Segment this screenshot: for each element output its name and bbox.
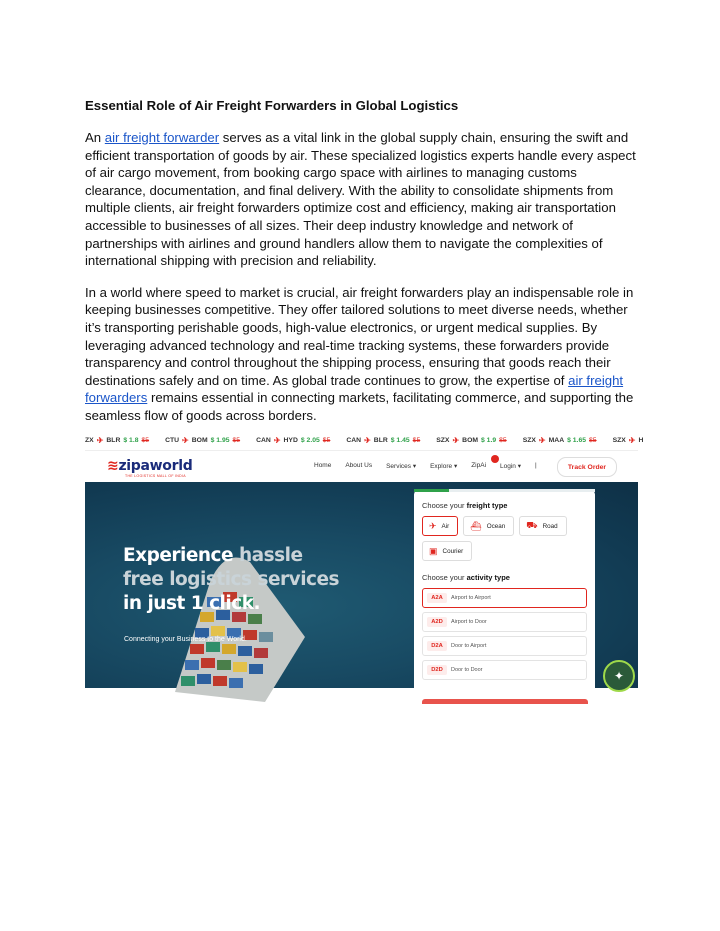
- activity-options: [422, 588, 587, 680]
- ticker-price: $ 1.8: [123, 436, 139, 444]
- plane-icon: ✈: [273, 435, 281, 445]
- ticker-item: [346, 436, 420, 445]
- activity-code: A2D: [427, 617, 447, 627]
- embedded-website-screenshot: [85, 430, 644, 688]
- ticker-item: [85, 436, 149, 445]
- ticker-price: $ 2.05: [300, 436, 320, 444]
- freight-option-label: Courier: [442, 547, 464, 555]
- ticker-price: $ 1.95: [210, 436, 230, 444]
- activity-option-a2a[interactable]: [422, 588, 587, 608]
- ticker-old-price: $5: [141, 436, 150, 444]
- activity-option-a2d[interactable]: [422, 612, 587, 632]
- ticker-to: BLR: [106, 436, 121, 444]
- ticker-to: BOM: [191, 436, 208, 444]
- ticker-to: HYD: [283, 436, 298, 444]
- activity-heading-bold: activity type: [466, 573, 510, 582]
- ticker-from: SZX: [436, 436, 450, 444]
- nav-login[interactable]: Login ▾: [500, 463, 521, 470]
- progress-fill: [414, 489, 449, 492]
- ticker-price: $ 1.9: [481, 436, 497, 444]
- freight-option-road[interactable]: [519, 516, 566, 536]
- progress-bar: [414, 489, 595, 492]
- document-body: [85, 97, 638, 439]
- nav-services[interactable]: Services ▾: [386, 463, 417, 470]
- nav-links: [314, 462, 537, 470]
- ticker-item: [165, 436, 240, 445]
- activity-option-d2a[interactable]: [422, 636, 587, 656]
- nav-home[interactable]: Home: [314, 462, 332, 469]
- activity-heading-pre: Choose your: [422, 573, 467, 582]
- freight-option-label: Road: [542, 522, 558, 530]
- ticker-from: CAN: [256, 436, 271, 444]
- hero-line-3: in just 1 click.: [123, 593, 261, 614]
- ticker-from: SZX: [612, 436, 626, 444]
- hero-banner: [85, 482, 638, 688]
- freight-option-courier[interactable]: [422, 541, 472, 561]
- ticker-from: ZX: [85, 436, 94, 444]
- ticker-item: [436, 436, 506, 445]
- ticker-to: BOM: [462, 436, 479, 444]
- paragraph-1: [85, 129, 638, 270]
- activity-label: Door to Airport: [451, 643, 487, 649]
- ticker-to: BLR: [373, 436, 388, 444]
- ticker-old-price: $5: [412, 436, 421, 444]
- price-ticker: [85, 430, 644, 451]
- hero-line-1: [123, 544, 339, 568]
- air-freight-forwarders-link[interactable]: air freight forwarders: [85, 372, 624, 406]
- zipaworld-logo[interactable]: [107, 458, 192, 474]
- air-freight-forwarder-link[interactable]: air freight forwarder: [104, 130, 220, 145]
- activity-label: Door to Door: [451, 667, 483, 673]
- activity-label: Airport to Door: [451, 619, 487, 625]
- ticker-old-price: $5: [589, 436, 597, 444]
- plane-icon: ✈: [364, 435, 371, 445]
- freight-option-ocean[interactable]: [463, 516, 514, 536]
- activity-option-d2d[interactable]: [422, 660, 587, 680]
- ticker-old-price: $5: [499, 436, 507, 444]
- p1-pre: An: [85, 130, 105, 145]
- ticker-item: [256, 436, 330, 445]
- ticker-to: MAA: [548, 436, 565, 444]
- ticker-old-price: $5: [232, 436, 241, 444]
- logo-tagline: THE LOGISTICS MALL OF INDIA: [125, 474, 186, 478]
- freight-type-heading: [422, 501, 595, 510]
- activity-code: A2A: [427, 593, 447, 603]
- submit-button[interactable]: [422, 699, 588, 704]
- package-icon: ▣: [429, 545, 438, 556]
- chat-assistant-icon[interactable]: ✦: [603, 660, 635, 692]
- logo-swoosh-icon: ≋: [107, 458, 119, 474]
- p2-rest: remains essential in connecting markets, facilitating commerce, and supporting the seamless flow of goods across borders.: [85, 390, 634, 423]
- p2-pre: In a world where speed to market is crucial, air freight forwarders play an indispensable role in keeping businesses competitive. They offer tailored solutions to meet diverse needs, whether it’s transporting perishable goods, high-value electronics, or urgent medical supplies. By leveraging advanced technology and real-time tracking systems, these forwarders provide transparency and control throughout the shipping process, ensuring that goods reach their destinations safely and on time. As global trade continues to grow, the expertise of: [85, 284, 634, 388]
- activity-code: D2A: [427, 641, 447, 651]
- plane-icon: ✈: [628, 435, 636, 445]
- hero-heading: [123, 544, 339, 616]
- ticker-from: SZX: [522, 436, 536, 444]
- activity-type-heading: [422, 573, 595, 582]
- plane-icon: ✈: [452, 435, 460, 445]
- freight-option-label: Ocean: [486, 522, 506, 530]
- zipai-badge-icon: [491, 455, 499, 463]
- p1-rest: serves as a vital link in the global supply chain, ensuring the swift and efficient transportation of goods by air. These specialized logistics experts handle every aspect of air cargo movement, from booking cargo space with airlines to managing customs clearance, documentation, and final delivery. With the ability to consolidate shipments from multiple clients, air freight forwarders optimize cost and efficiency, making air transportation accessible to businesses of all sizes. Their deep industry knowledge and network of partnerships with airlines and ground handlers allow them to navigate the complexities of international shipping with precision and reliability.: [85, 130, 636, 269]
- nav-about[interactable]: About Us: [345, 462, 373, 469]
- ticker-from: CAN: [346, 436, 362, 444]
- plane-icon: ✈: [182, 435, 189, 445]
- booking-card: [414, 489, 595, 704]
- plane-icon: ✈: [538, 435, 546, 445]
- nav-separator: |: [535, 462, 537, 469]
- ticker-old-price: $5: [322, 436, 331, 444]
- freight-heading-pre: Choose your: [422, 501, 467, 510]
- plane-icon: ✈: [96, 435, 104, 445]
- activity-code: D2D: [427, 665, 447, 675]
- hero-line-1a: Experience: [123, 545, 239, 566]
- ticker-from: CTU: [165, 436, 180, 444]
- ticker-price: $ 1.45: [390, 436, 410, 444]
- nav-explore[interactable]: Explore ▾: [430, 463, 458, 470]
- freight-option-air[interactable]: [422, 516, 458, 536]
- site-navbar: [85, 451, 638, 484]
- hero-line-1b: hassle: [239, 545, 303, 566]
- freight-options: [422, 516, 587, 561]
- hero-line-2: free logistics services: [123, 569, 340, 590]
- ship-icon: ⛴: [470, 520, 482, 531]
- ticker-to: H: [638, 436, 644, 444]
- activity-label: Airport to Airport: [451, 595, 491, 601]
- ticker-item: [613, 436, 644, 445]
- nav-zipai[interactable]: ZipAi: [471, 462, 487, 469]
- paragraph-2: [85, 284, 638, 425]
- hero-subtitle: Connecting your Business to the World.: [124, 636, 247, 643]
- freight-option-label: Air: [441, 522, 450, 530]
- freight-heading-bold: freight type: [466, 501, 508, 510]
- document-title: Essential Role of Air Freight Forwarders in Global Logistics: [85, 98, 459, 113]
- ticker-price: $ 1.65: [567, 436, 587, 444]
- logo-text: zipaworld: [118, 458, 193, 474]
- ticker-item: [523, 436, 597, 445]
- truck-icon: ⛟: [526, 520, 538, 530]
- plane-icon: ✈: [429, 520, 437, 531]
- track-order-button[interactable]: Track Order: [557, 457, 617, 477]
